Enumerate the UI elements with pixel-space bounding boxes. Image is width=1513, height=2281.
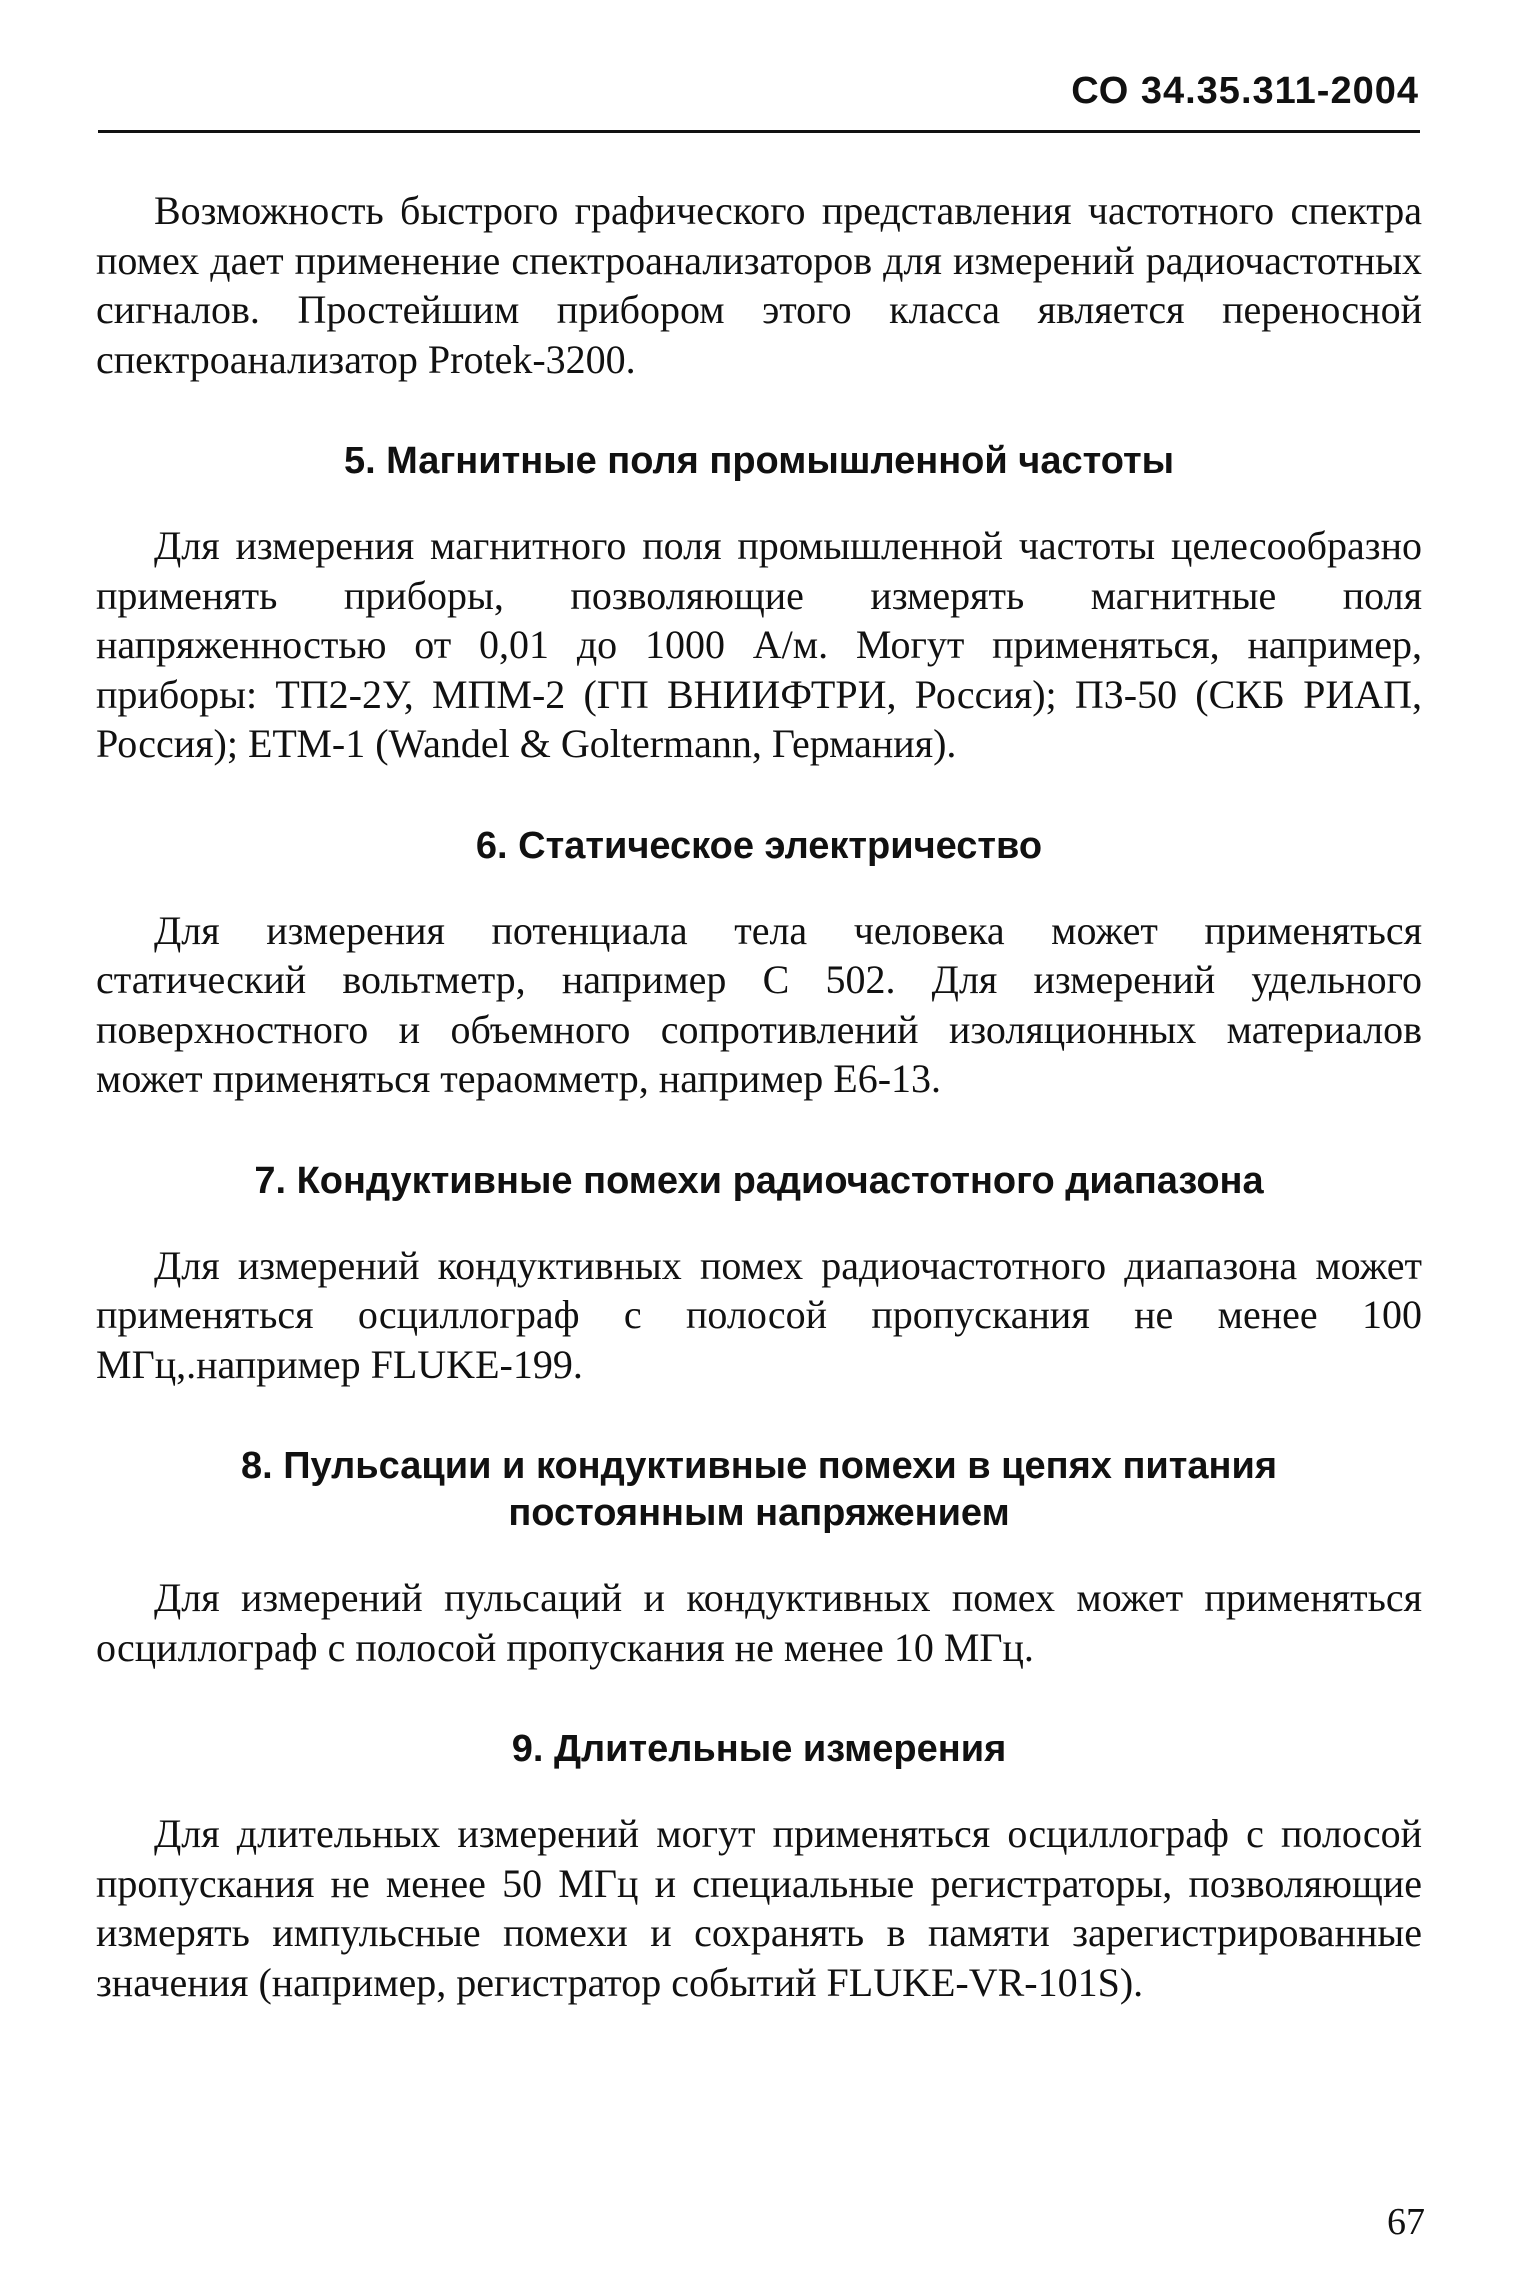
- header-rule: [98, 130, 1420, 133]
- document-code: СО 34.35.311-2004: [1071, 70, 1419, 112]
- section-6-heading: 6. Статическое электричество: [475, 824, 1043, 867]
- section-5-paragraph: Для измерения магнитного поля промышленной частоты целесообразно применять приборы, позволяющие измерять магнитные поля напряженностью от 0,01 до 1000 А/м. Могут применяться, например, приборы: ТП2-2У, МПМ-2 (ГП ВНИИФТРИ, Россия); ПЗ-50 (СКБ РИАП, Россия); ЕТМ-1 (Wandel & Goltermann, Германия).: [96, 523, 1422, 766]
- section-8-heading-line1: 8. Пульсации и кондуктивные помехи в цепях питания: [240, 1445, 1278, 1487]
- page-number: 67: [1387, 2201, 1425, 2243]
- section-6-paragraph: Для измерения потенциала тела человека может применяться статический вольтметр, например С 502. Для измерений удельного поверхностного и объемного сопротивлений изоляционных материалов может применяться тераомметр, например Е6-13.: [96, 907, 1422, 1101]
- page-content: [96, 186, 1422, 2007]
- section-7-paragraph: Для измерений кондуктивных помех радиочастотного диапазона может применяться осциллограф с полосой пропускания не менее 100 МГц,.например FLUKE-199.: [96, 1242, 1422, 1387]
- section-8-heading-line2: постоянным напряжением: [508, 1492, 1010, 1534]
- intro-paragraph: Возможность быстрого графического представления частотного спектра помех дает применение спектроанализаторов для измерений радиочастотных сигналов. Простейшим прибором этого класса является переносной спектроанализатор Protek-3200.: [96, 188, 1422, 382]
- section-5-heading: 5. Магнитные поля промышленной частоты: [343, 440, 1175, 482]
- section-9-heading: 9. Длительные измерения: [511, 1728, 1007, 1770]
- section-8-heading: [96, 1443, 1422, 1537]
- section-8-paragraph: Для измерений пульсаций и кондуктивных помех может применяться осциллограф с полосой пропускания не менее 10 МГц.: [96, 1575, 1422, 1670]
- section-9-paragraph: Для длительных измерений могут применяться осциллограф с полосой пропускания не менее 50 МГц и специальные регистраторы, позволяющие измерять импульсные помехи и сохранять в памяти зарегистрированные значения (например, регистратор событий FLUKE-VR-101S).: [96, 1811, 1422, 2005]
- section-7-heading: 7. Кондуктивные помехи радиочастотного диапазона: [254, 1159, 1264, 1202]
